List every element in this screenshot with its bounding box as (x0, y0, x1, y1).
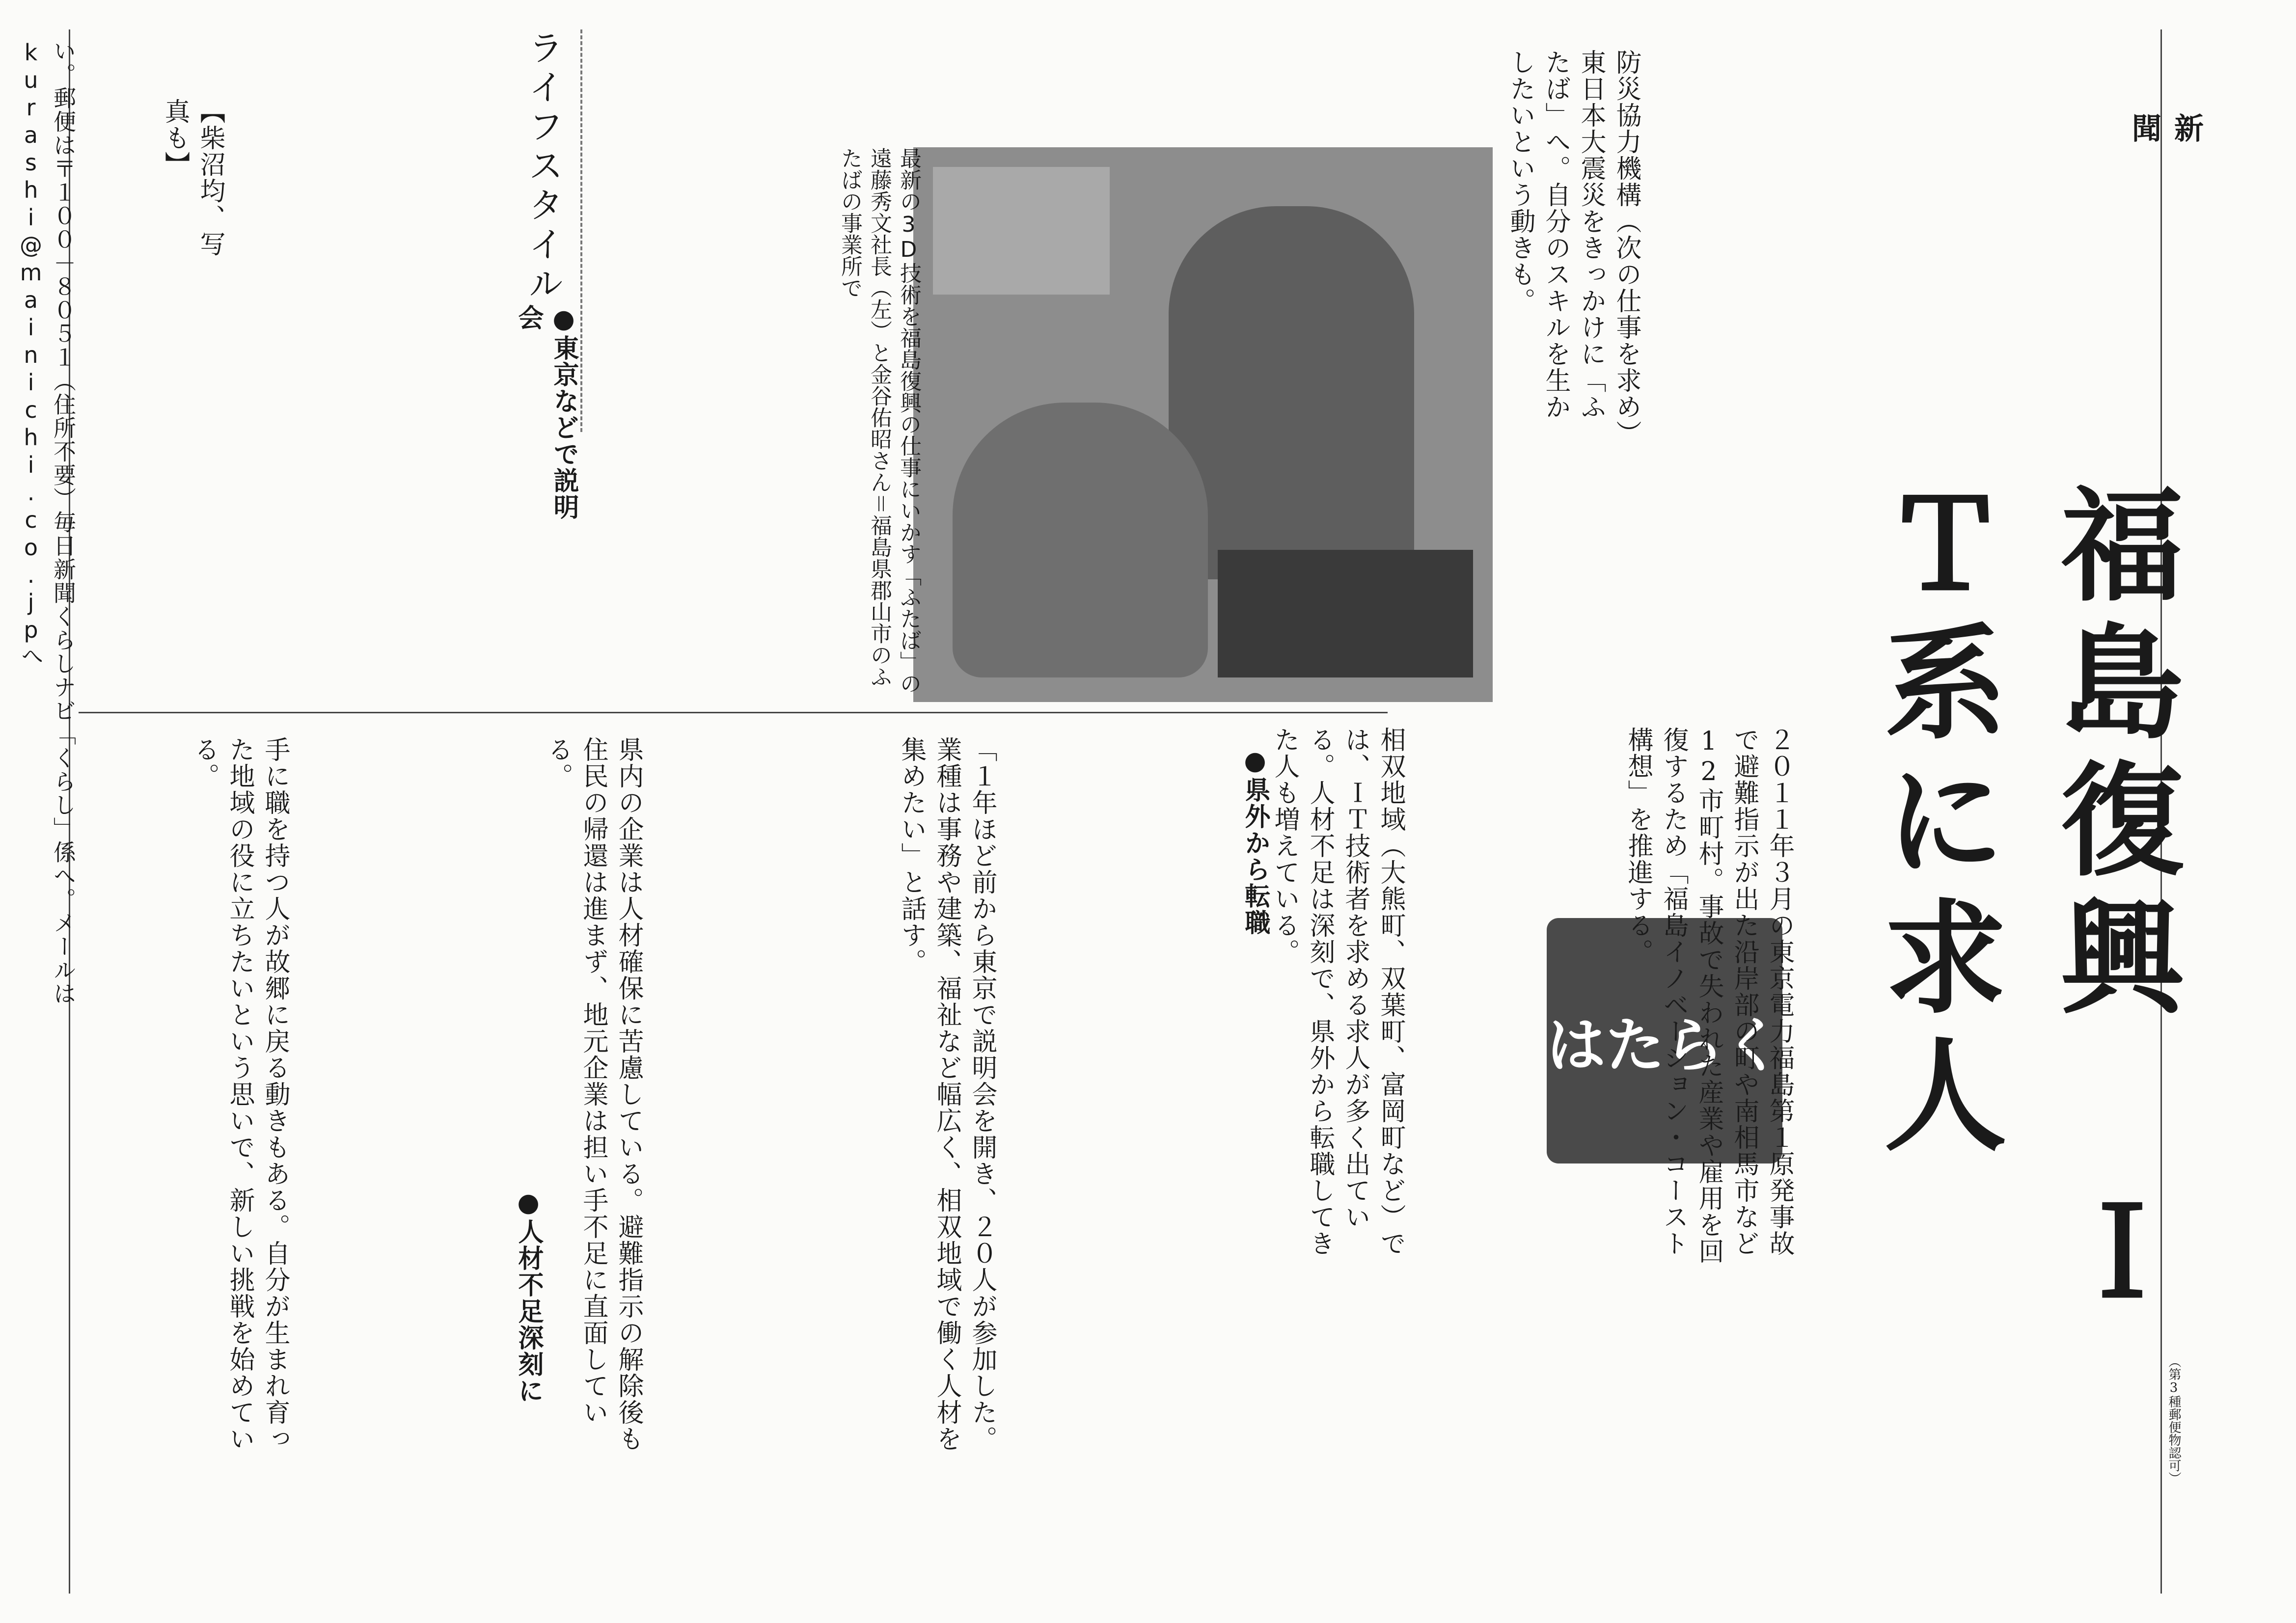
masthead: 新 聞 (2127, 113, 2204, 182)
subheading: ●人材不足深刻に (514, 1188, 543, 1404)
subheading: ●東京などで説明会 (514, 304, 578, 520)
article-text: 県内の企業は人材確保に苦慮している。避難指示の解除後も住民の帰還は進まず、地元企業は担い手不足に直面している。 (543, 736, 643, 1452)
article-text: 手に職を持つ人が故郷に戻る動きもある。自分が生まれ育った地域の役に立ちたいという思いで、新しい挑戦を始めている。 (190, 736, 290, 1452)
headline: 福島復興 ＩＴ系に求人 (1863, 481, 2183, 1326)
article-photo (913, 147, 1493, 702)
photo-person-left (953, 403, 1208, 677)
band-rule (79, 712, 1388, 713)
article-text: 「１年ほど前から東京で説明会を開き、２０人が参加した。業種は事務や建築、福祉など幅広く、相双地域で働く人材を集めたい」と話す。 (897, 736, 997, 1452)
photo-monitor (1218, 550, 1473, 677)
section-title: ライフスタイル (518, 29, 582, 432)
photo-background-shape (933, 167, 1110, 295)
badge-label: はたらく (1547, 1012, 1782, 1080)
article-text: 相双地域（大熊町、双葉町、富岡町など）では、ＩＴ技術者を求める求人が多く出ている。人材不足は深刻で、県外から転職してきた人も増えている。 (1270, 727, 1405, 1257)
photo-caption: 最新の3D技術を福島復興の仕事にいかす「ふたば」の遠藤秀文社長（左）と金谷佑昭さん＝福島県郡山市のふたばの事業所で (837, 147, 921, 694)
article-text: 防災協力機構（次の仕事を求め）東日本大震災をきっかけに「ふたば」へ。自分のスキルを生かしたいという動きも。 (1505, 49, 1641, 434)
side-note: （第3種郵便物認可） (2166, 1355, 2181, 1485)
article-text: ２０１１年３月の東京電力福島第１原発事故で避難指示が出た沿岸部の町や南相馬市など12市町村。事故で失われた産業や雇用を回復するため「福島イノベーション・コースト構想」を推進する。 (1623, 727, 1794, 1265)
credit: 【柴沼均、写真も】 (160, 98, 225, 257)
subheading: ●県外から転職 (1240, 746, 1270, 936)
footer-contact: い。郵便は〒１００－８０５１（住所不要）毎日新聞くらしナビ「くらし」係へ。メールはkurashi@mainichi.co.jpへ (18, 39, 77, 1005)
